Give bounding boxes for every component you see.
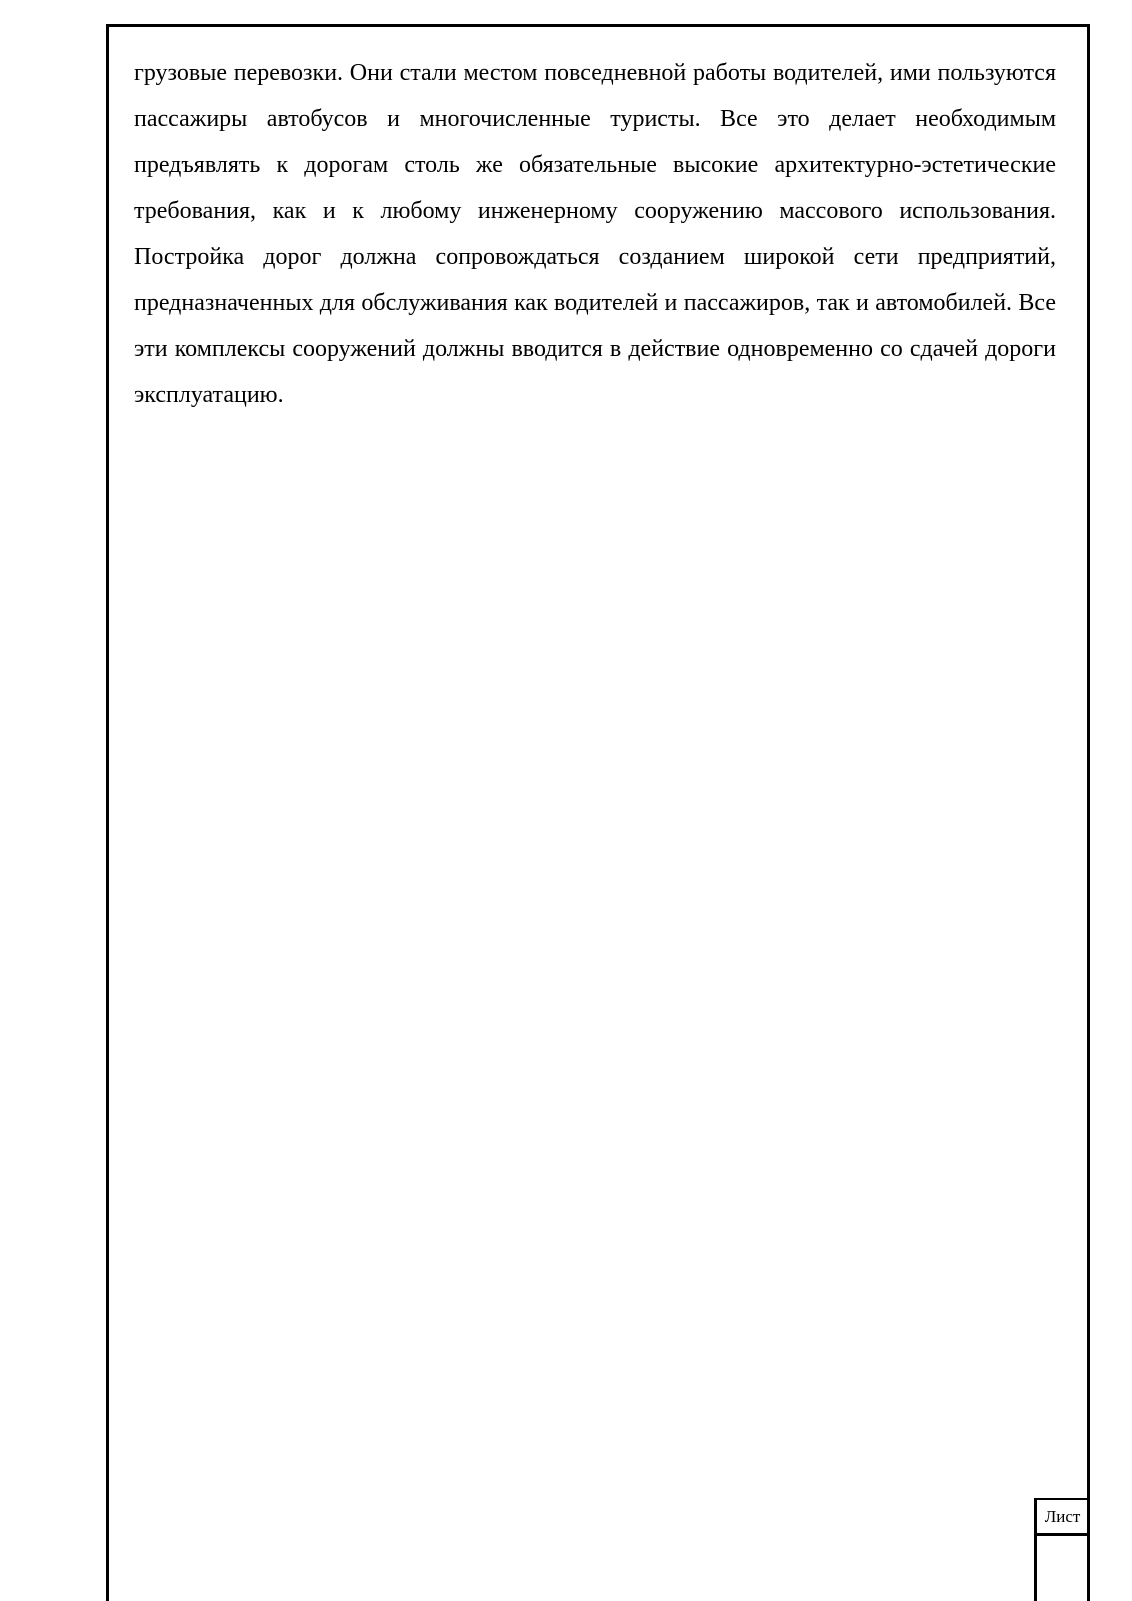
frame-left-border — [106, 24, 109, 1601]
sheet-number-box — [1034, 1498, 1088, 1601]
sheet-box-divider — [1034, 1533, 1088, 1536]
body-paragraph: грузовые перевозки. Они стали местом повседневной работы водителей, ими пользуются пассажиры автобусов и многочисленные туристы. Все это делает необходимым предъявлять к дорогам столь же обязательные высокие архитектурно-эстетические требования, как и к любому инженерному сооружению массового использования. Постройка дорог должна сопровождаться созданием широкой сети предприятий, предназначенных для обслуживания как водителей и пассажиров, так и автомобилей. Все эти комплексы сооружений должны вводится в действие одновременно со сдачей дороги эксплуатацию. — [134, 60, 1056, 408]
frame-right-border — [1087, 24, 1090, 1601]
sheet-label: Лист — [1044, 1507, 1081, 1526]
frame-top-border — [106, 24, 1090, 27]
